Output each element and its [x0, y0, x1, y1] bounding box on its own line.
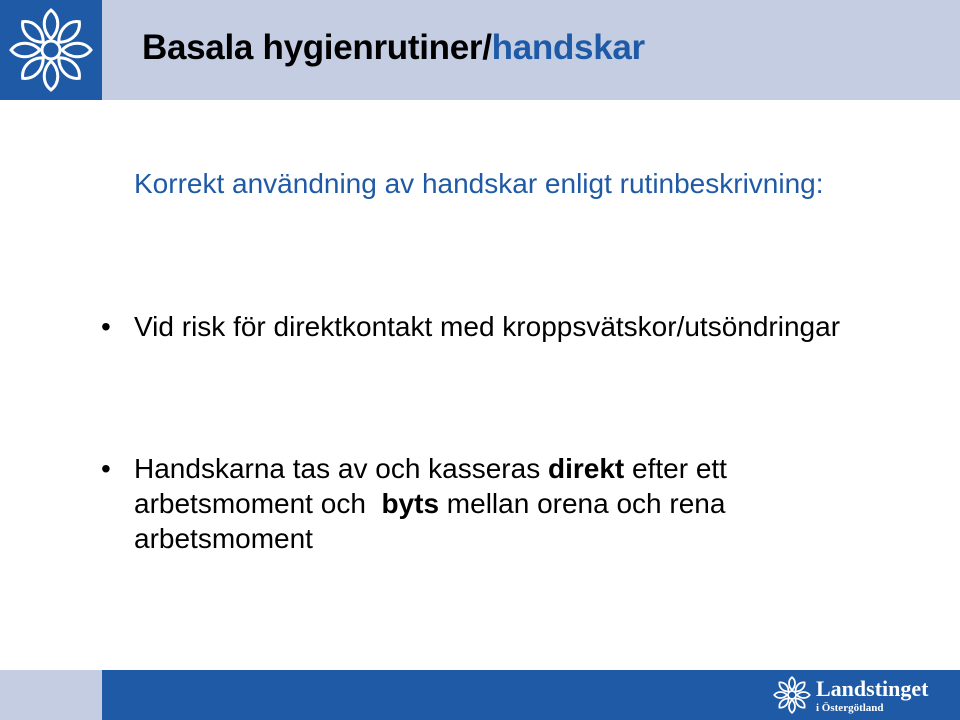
header-logo	[0, 0, 102, 100]
flower-emblem-icon	[772, 675, 812, 715]
bullet-item-1: • Vid risk för direktkontakt med kroppsvätskor/utsöndringar	[134, 309, 894, 344]
subheading: Korrekt användning av handskar enligt rutinbeskrivning:	[134, 168, 824, 199]
bullet-item-2	[134, 451, 894, 556]
bullet2-text-2: efter ett arbetsmoment och	[134, 453, 735, 519]
footer-left-block	[0, 670, 102, 720]
bullet2-text-1: Handskarna tas av och kasseras	[134, 453, 548, 484]
footer-brand-name: Landstinget	[816, 676, 929, 701]
footer-logo	[772, 674, 952, 718]
title-main: Basala hygienrutiner/	[142, 28, 492, 67]
bullet2-text-3: mellan orena och rena arbetsmoment	[134, 488, 726, 554]
page-title	[142, 28, 645, 68]
footer-brand-sub: i Östergötland	[816, 702, 884, 714]
bullet2-bold-byts: byts	[381, 488, 440, 519]
bullet2-bold-direkt: direkt	[547, 453, 625, 484]
title-accent: handskar	[491, 28, 645, 67]
flower-emblem-icon	[6, 5, 96, 95]
